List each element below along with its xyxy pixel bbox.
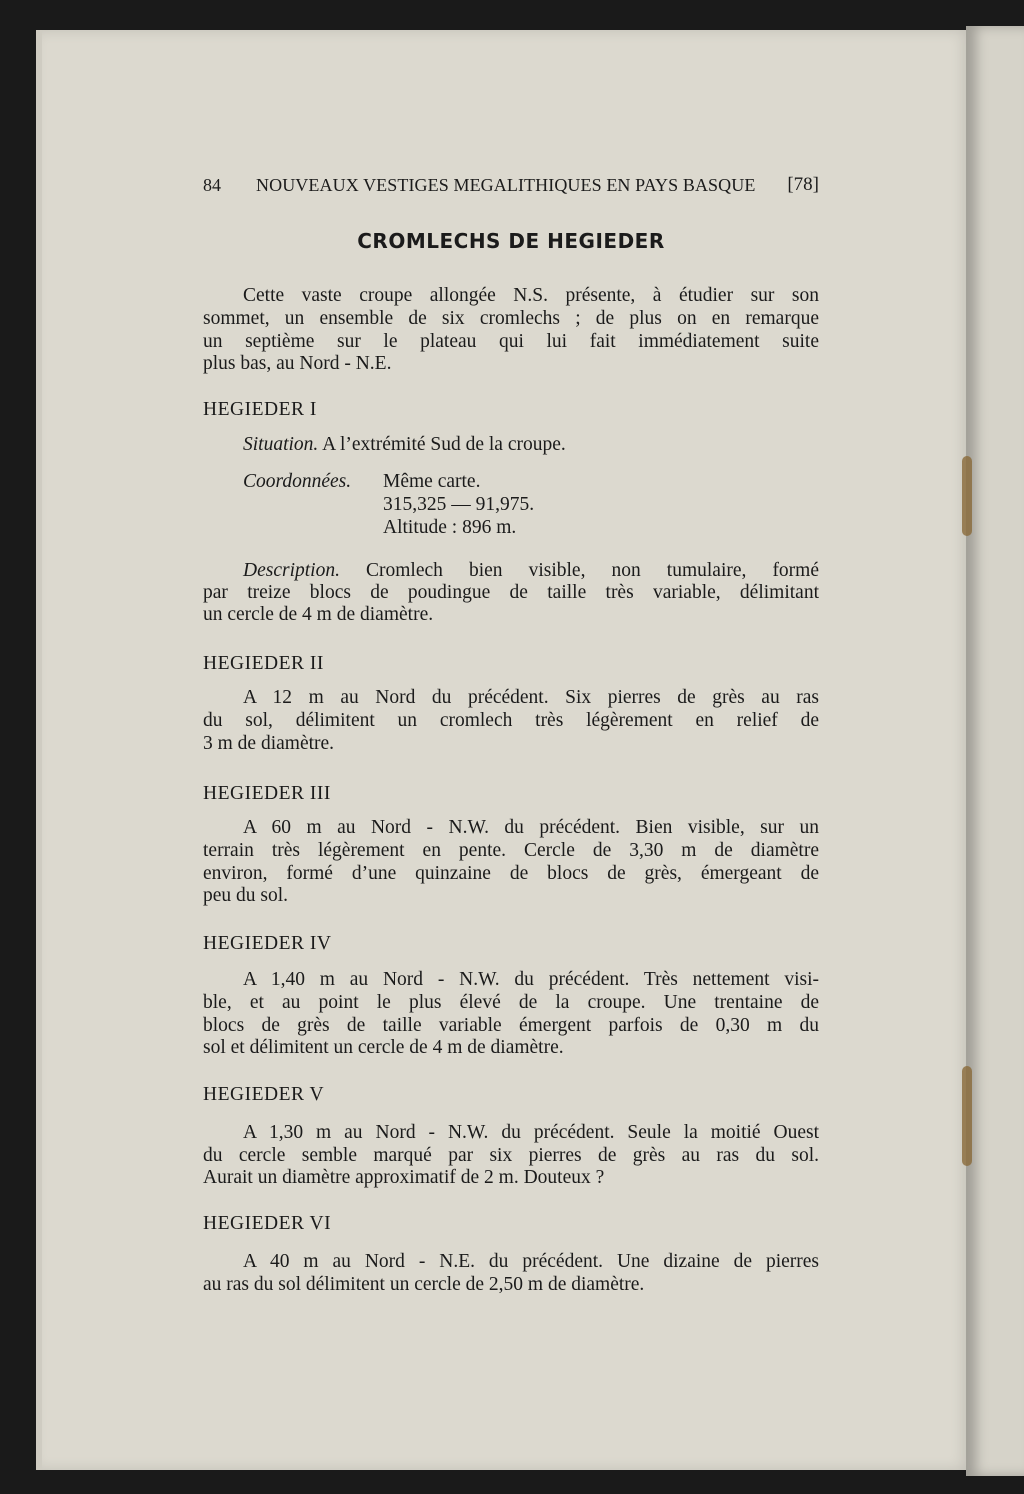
text-line: du sol, délimitent un cromlech très légèrement en relief de	[203, 710, 819, 731]
running-header	[203, 172, 819, 198]
text-line: A 60 m au Nord - N.W. du précédent. Bien visible, sur un	[243, 817, 819, 838]
chapter-title: CROMLECHS DE HEGIEDER	[357, 229, 665, 253]
field-value: Cromlech bien visible, non tumulaire, formé	[339, 560, 819, 581]
section-heading: HEGIEDER VI	[203, 1213, 332, 1234]
text-line: 315,325 — 91,975.	[383, 494, 535, 515]
text-line: A 40 m au Nord - N.E. du précédent. Une dizaine de pierres	[243, 1251, 819, 1272]
text-line: A 1,30 m au Nord - N.W. du précédent. Seule la moitié Ouest	[243, 1122, 819, 1143]
text-line: A 1,40 m au Nord - N.W. du précédent. Très nettement visi-	[243, 969, 819, 990]
text-line: plus bas, au Nord - N.E.	[203, 353, 392, 374]
text-line: Altitude : 896 m.	[383, 517, 517, 538]
text-line: ble, et au point le plus élevé de la croupe. Une trentaine de	[203, 992, 819, 1013]
section-heading: HEGIEDER IV	[203, 933, 332, 954]
text-line	[243, 559, 819, 583]
original-page-number: [78]	[787, 174, 819, 195]
text-line: au ras du sol délimitent un cercle de 2,50 m de diamètre.	[203, 1274, 645, 1295]
section-heading: HEGIEDER III	[203, 783, 331, 804]
section-heading: HEGIEDER II	[203, 653, 324, 674]
text-line: un cercle de 4 m de diamètre.	[203, 604, 434, 625]
text-line: blocs de grès de taille variable émergent parfois de 0,30 m du	[203, 1015, 819, 1036]
text-line: sol et délimitent un cercle de 4 m de diamètre.	[203, 1037, 564, 1058]
text-line: Même carte.	[383, 471, 481, 492]
binding-stain	[962, 456, 972, 536]
section-heading: HEGIEDER V	[203, 1084, 325, 1105]
binding-stain	[962, 1066, 972, 1166]
field-label: Coordonnées.	[243, 471, 352, 492]
text-line: Cette vaste croupe allongée N.S. présente, à étudier sur son	[243, 285, 819, 306]
text-line: du cercle semble marqué par six pierres de grès au ras du sol.	[203, 1145, 819, 1166]
text-line: Aurait un diamètre approximatif de 2 m. Douteux ?	[203, 1167, 605, 1188]
field-value: A l’extrémité Sud de la croupe.	[318, 434, 566, 455]
text-line: un septième sur le plateau qui lui fait immédiatement suite	[203, 331, 819, 352]
text-line: terrain très légèrement en pente. Cercle de 3,30 m de diamètre	[203, 840, 819, 861]
section-heading: HEGIEDER I	[203, 399, 317, 420]
text-line	[243, 433, 819, 457]
text-line: peu du sol.	[203, 885, 289, 906]
text-line: sommet, un ensemble de six cromlechs ; de plus on en remarque	[203, 308, 819, 329]
facing-page-edge	[966, 26, 1024, 1476]
field-label: Description.	[243, 560, 340, 581]
text-line: 3 m de diamètre.	[203, 733, 335, 754]
field-label: Situation.	[243, 434, 319, 455]
text-line: A 12 m au Nord du précédent. Six pierres de grès au ras	[243, 687, 819, 708]
page-number: 84	[203, 175, 221, 195]
text-line: environ, formé d’une quinzaine de blocs de grès, émergeant de	[203, 863, 819, 884]
text-line: par treize blocs de poudingue de taille très variable, délimitant	[203, 582, 819, 603]
running-title: NOUVEAUX VESTIGES MEGALITHIQUES EN PAYS BASQUE	[256, 175, 756, 195]
